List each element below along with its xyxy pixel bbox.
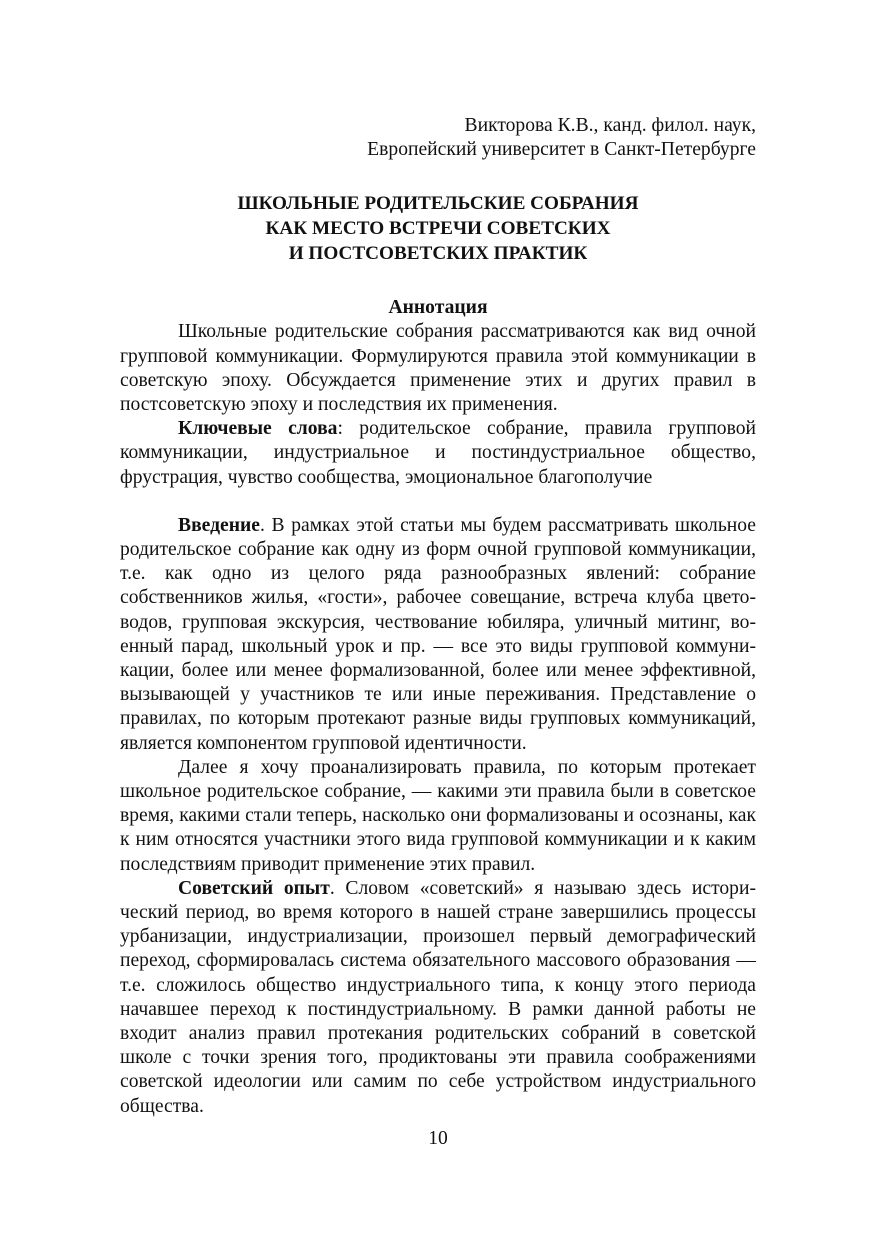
intro-paragraph bbox=[120, 514, 756, 756]
keywords-text: : родительское собрание, правила групповой коммуникации, индустриальное и постиндустриальное общество, фрустрация, чувство сообщества, эмоциональное благополучие bbox=[120, 418, 756, 488]
intro-text: . В рамках этой статьи мы будем рассматривать школьное родительское собрание как одну из форм очной групповой коммуникации, т.е. как одно из целого ряда разнообразных явлений: собрание собственников жилья, «гости», рабочее совещание, встреча клуба цветоводов, групповая экскурсия, чествование юбиляра, уличный митинг, военный парад, школьный урок и пр. — все это виды групповой коммуникации, более или менее формализованной, более или менее эффективной, вызывающей у участников те или иные переживания. Представление о правилах, по которым протекают разные виды групповых коммуникаций, является компонентом групповой идентичности. bbox=[120, 514, 756, 754]
article-title bbox=[120, 192, 756, 266]
body-paragraph-2 bbox=[120, 756, 756, 877]
page-number: 10 bbox=[428, 1128, 448, 1149]
author-affiliation-line: Европейский университет в Санкт-Петербурге bbox=[367, 139, 756, 161]
abstract-text: Школьные родительские собрания рассматриваются как вид очной групповой коммуникации. Формулируются правила этой коммуникации в советскую эпоху. Обсуждается применение этих и других правил в постсоветскую эпоху и последствия их применения. bbox=[120, 321, 756, 415]
author-name-line: Викторова К.В., канд. филол. наук, bbox=[464, 115, 756, 136]
section-gap bbox=[120, 490, 756, 514]
keywords-paragraph bbox=[120, 417, 756, 490]
title-line-2: КАК МЕСТО ВСТРЕЧИ СОВЕТСКИХ bbox=[265, 218, 611, 239]
soviet-text: . Словом «советский» я называю здесь исторический период, во время которого в нашей стране завершились процессы урбанизации, индустриализации, произошел первый демографический переход, сформировалась система обязательного массового образования — т.е. сложилось общество индустриального типа, к концу этого периода начавшее переход к постиндустриальному. В рамки данной работы не входит анализ правил протекания родительских собраний в советской школе с точки зрения того, продиктованы эти правила соображениями советской идеологии или самим по себе устройством индустриального общества. bbox=[120, 877, 756, 1117]
title-line-1: ШКОЛЬНЫЕ РОДИТЕЛЬСКИЕ СОБРАНИЯ bbox=[237, 193, 639, 215]
abstract-heading: Аннотация bbox=[388, 297, 488, 319]
page-body bbox=[120, 114, 756, 1119]
paragraph-2-text: Далее я хочу проанализировать правила, по которым протекает школьное родительское собрание, — какими эти правила были в советское время, какими стали теперь, насколько они формализованы и осознаны, как к ним относятся участники этого вида групповой коммуникации и к каким последствиям приводит применение этих правил. bbox=[120, 756, 756, 875]
author-block bbox=[120, 114, 756, 162]
keywords-label: Ключевые слова bbox=[178, 418, 338, 440]
intro-label: Введение bbox=[178, 514, 260, 536]
soviet-label: Советский опыт bbox=[178, 877, 330, 899]
soviet-paragraph bbox=[120, 877, 756, 1119]
title-line-3: И ПОСТСОВЕТСКИХ ПРАКТИК bbox=[288, 242, 588, 264]
abstract-paragraph bbox=[120, 320, 756, 417]
